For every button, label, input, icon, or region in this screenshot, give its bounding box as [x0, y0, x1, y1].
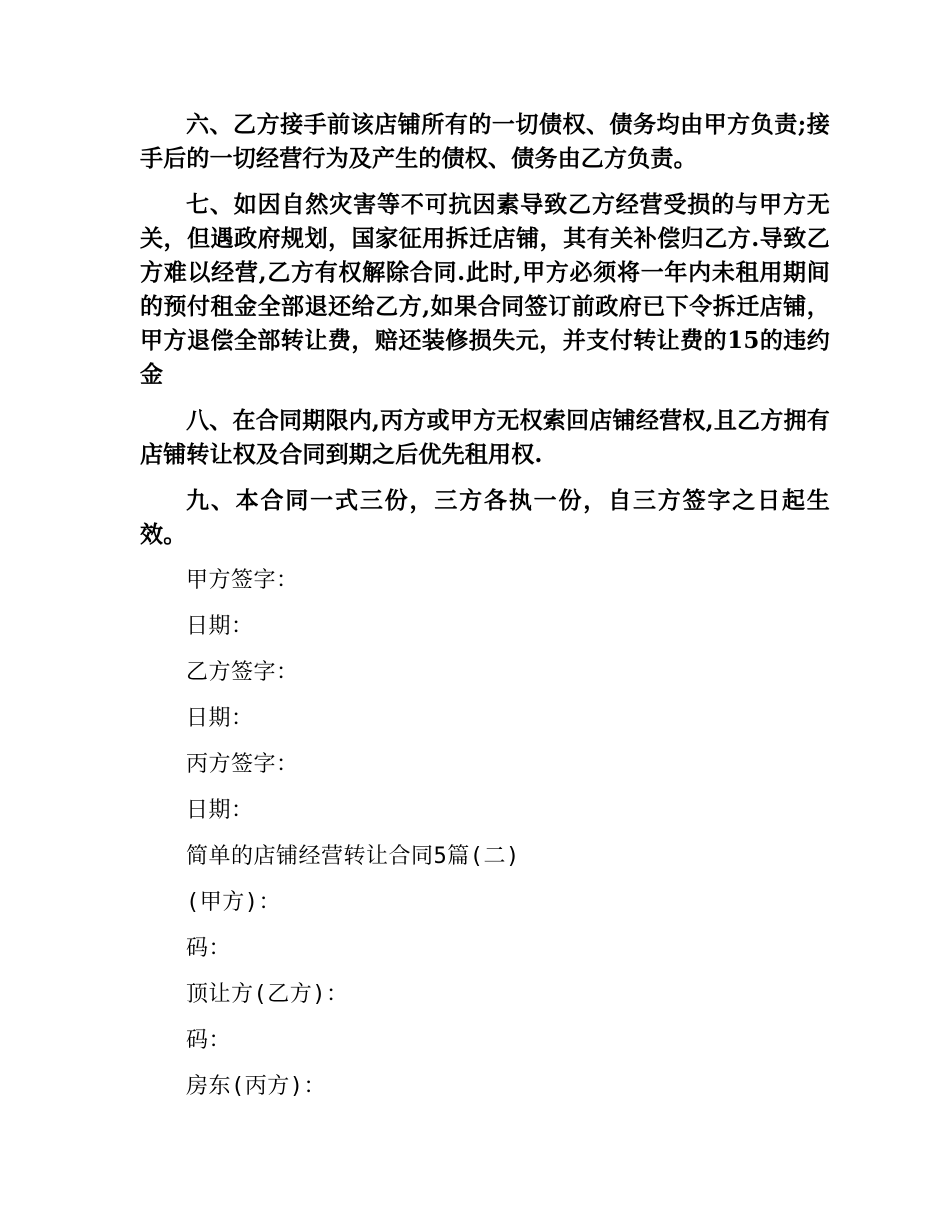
clause-7: 七、如因自然灾害等不可抗因素导致乙方经营受损的与甲方无关，但遇政府规划，国家征用拆迁店铺，其有关补偿归乙方.导致乙方难以经营,乙方有权解除合同.此时,甲方必须将一年内未租用期间的预付租金全部退还给乙方,如果合同签订前政府已下令拆迁店铺，甲方退偿全部转让费，赔还装修损失元，并支付转让费的15的违约金 — [140, 191, 830, 388]
party-c-line: 房东(丙方)： — [186, 1074, 326, 1099]
clause-6: 六、乙方接手前该店铺所有的一切债权、债务均由甲方负责;接手后的一切经营行为及产生的债权、债务由乙方负责。 — [140, 111, 830, 172]
party-b-code-line: 码： — [186, 1028, 232, 1053]
party-a-code-line: 码： — [186, 936, 232, 961]
party-a-line: (甲方)： — [186, 890, 281, 915]
party-a-date-line: 日期： — [186, 614, 254, 639]
document-body — [140, 108, 830, 1116]
clause-8: 八、在合同期限内,丙方或甲方无权索回店铺经营权,且乙方拥有店铺转让权及合同到期之后优先租用权. — [140, 407, 830, 468]
clause-9: 九、本合同一式三份，三方各执一份，自三方签字之日起生效。 — [140, 487, 830, 548]
party-b-signature-line: 乙方签字： — [186, 660, 299, 685]
party-b-date-line: 日期： — [186, 706, 254, 731]
party-b-line: 顶让方(乙方)： — [186, 982, 349, 1007]
party-c-date-line: 日期： — [186, 798, 254, 823]
party-a-signature-line: 甲方签字： — [186, 568, 299, 593]
section-title: 简单的店铺经营转让合同5篇(二) — [186, 844, 520, 869]
party-c-signature-line: 丙方签字： — [186, 752, 299, 777]
